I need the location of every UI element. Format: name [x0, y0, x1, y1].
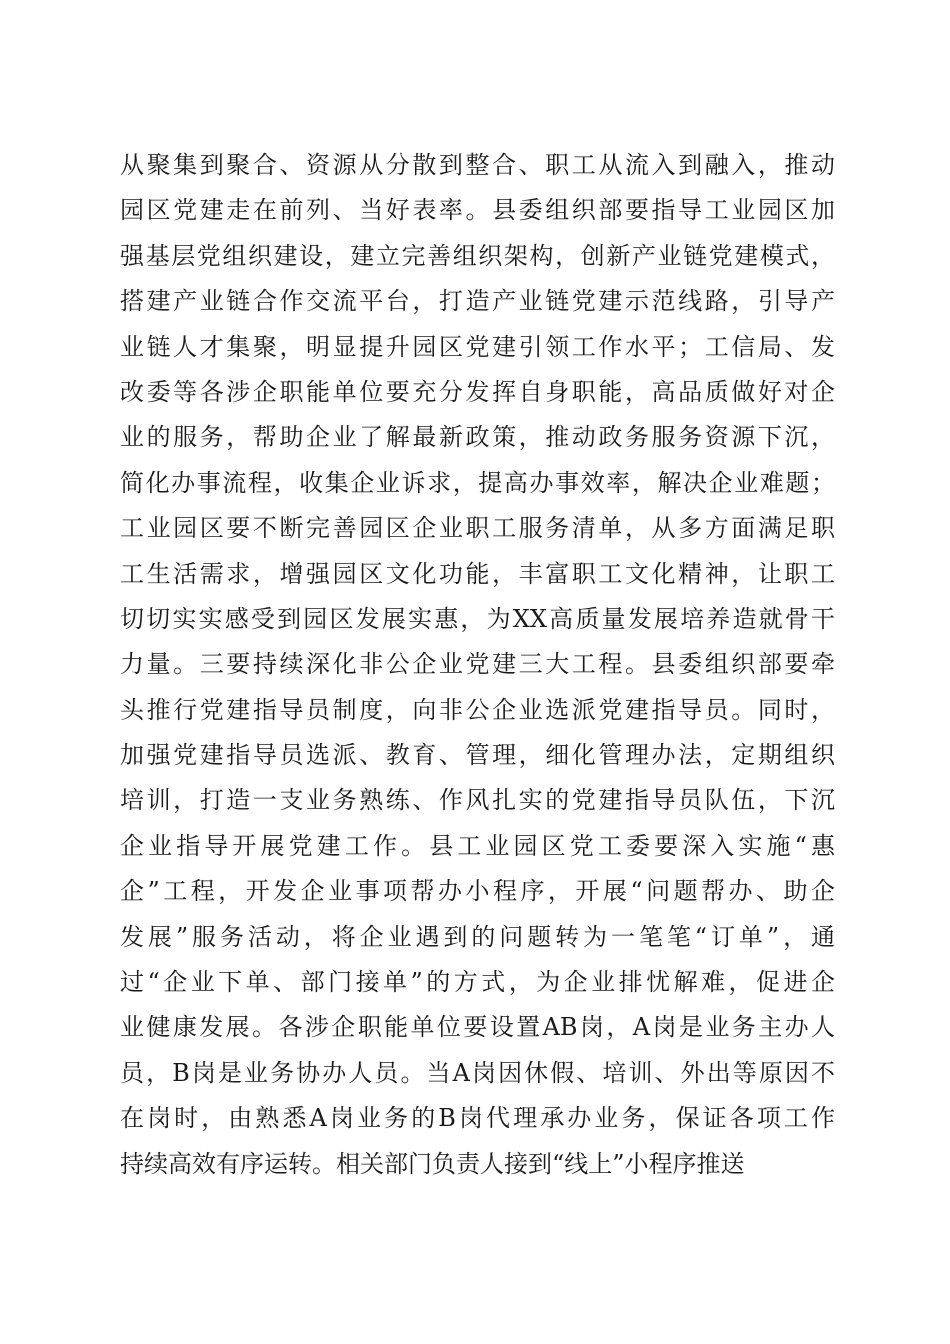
text-line: 业健康发展。各涉企职能单位要设置AB岗，A岗是业务主办人 — [120, 1013, 835, 1042]
text-line: 切切实实感受到园区发展实惠，为XX高质量发展培养造就骨干 — [120, 604, 835, 633]
text-line: 业链人才集聚，明显提升园区党建引领工作水平；工信局、发 — [120, 332, 835, 361]
text-line: 工生活需求，增强园区文化功能，丰富职工文化精神，让职工 — [120, 559, 835, 588]
text-line: 头推行党建指导员制度，向非公企业选派党建指导员。同时， — [120, 695, 835, 724]
text-line: 在岗时，由熟悉A岗业务的B岗代理承办业务，保证各项工作 — [120, 1104, 835, 1133]
text-line: 持续高效有序运转。相关部门负责人接到“线上”小程序推送 — [120, 1149, 745, 1178]
text-line: 企业指导开展党建工作。县工业园区党工委要深入实施“惠 — [120, 831, 835, 860]
text-line: 搭建产业链合作交流平台，打造产业链党建示范线路，引导产 — [120, 287, 835, 316]
text-line: 改委等各涉企职能单位要充分发挥自身职能，高品质做好对企 — [120, 377, 835, 406]
text-line: 从聚集到聚合、资源从分散到整合、职工从流入到融入，推动 — [120, 151, 835, 179]
document-body-text — [120, 143, 835, 1187]
text-line: 发展”服务活动，将企业遇到的问题转为一笔笔“订单”，通 — [120, 922, 835, 951]
text-line: 培训，打造一支业务熟练、作风扎实的党建指导员队伍，下沉 — [120, 786, 835, 815]
text-line: 企”工程，开发企业事项帮办小程序，开展“问题帮办、助企 — [120, 877, 835, 906]
text-line: 强基层党组织建设，建立完善组织架构，创新产业链党建模式， — [120, 241, 835, 270]
text-line: 业的服务，帮助企业了解最新政策，推动政务服务资源下沉， — [120, 423, 835, 452]
text-line: 力量。三要持续深化非公企业党建三大工程。县委组织部要牵 — [120, 650, 835, 679]
text-line: 简化办事流程，收集企业诉求，提高办事效率，解决企业难题； — [120, 468, 835, 497]
text-line: 园区党建走在前列、当好表率。县委组织部要指导工业园区加 — [120, 196, 835, 225]
text-line: 加强党建指导员选派、教育、管理，细化管理办法，定期组织 — [120, 741, 835, 770]
text-line: 员，B岗是业务协办人员。当A岗因休假、培训、外出等原因不 — [120, 1058, 835, 1087]
text-line: 过“企业下单、部门接单”的方式，为企业排忧解难，促进企 — [120, 968, 835, 997]
text-line: 工业园区要不断完善园区企业职工服务清单，从多方面满足职 — [120, 514, 835, 543]
